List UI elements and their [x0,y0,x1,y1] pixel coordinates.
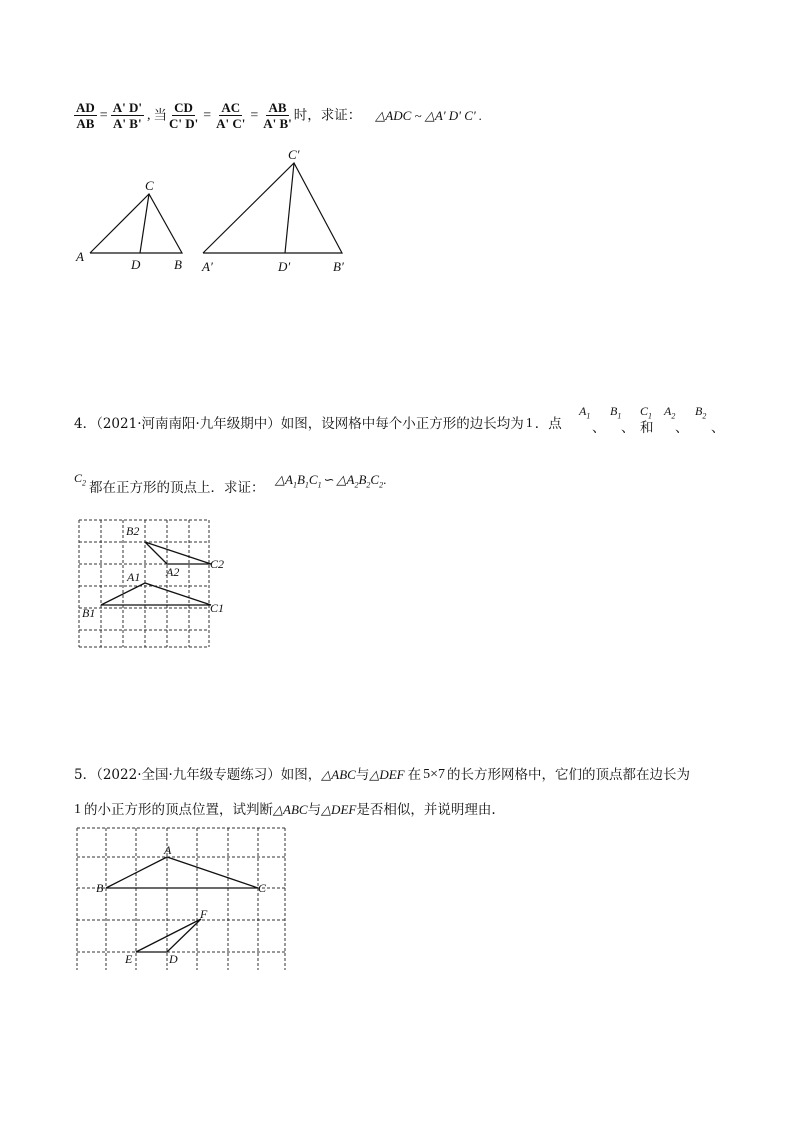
triangle-a1b1c1 [203,163,342,253]
label-b: B [174,257,182,272]
label-b1: B1 [82,606,96,620]
label-d: D [131,257,141,272]
label-b2: B2 [126,524,140,538]
pt-c1: $C_1$ [640,404,653,421]
label-c-prime: C′ [288,147,300,162]
label-b-prime: B′ [333,259,344,274]
q4-proof-statement: $\triangle A_1B_1C_1$ ∽ $\triangle A_2B_2C_2$. [275,472,387,490]
triangle-abc-grid [106,857,258,888]
label-b-q5: B [96,881,104,895]
dashed-grid [77,828,285,970]
pt-a1: $A_1$ [579,404,591,421]
frac-ac-a1c1: $\frac{AC}{A' C'}$ [216,100,246,131]
q5-line2: 1 的小正方形的顶点位置，试判断△ABC与△DEF是否相似，并说明理由. [74,802,496,818]
frac-a1d1-a1b1: $\frac{A' D'}{A' B'}$ [112,100,142,131]
label-f-q5: F [200,907,208,921]
triangle-def-grid [136,919,201,952]
label-c-q5: C [258,881,267,895]
q4-points-list: $A_1$ 、 $B_1$ 、 $C_1$ 和 $A_2$ 、 $B_2$ 、 [579,404,725,436]
pt-a2: $A_2$ [664,404,676,421]
q5-line1: 5．（2022·全国·九年级专题练习）如图，△ABC与△DEF 在 5×7 的长方形网格中，它们的顶点都在边长为 [74,767,691,783]
pt-b2: $B_2$ [695,404,707,421]
label-c: C [145,178,154,193]
frac-ad-ab: $\frac{AD}{AB}$ [76,100,95,131]
triangle-a2b2c2 [145,542,211,564]
q3-proof-statement: △ADC ~ △A' D' C' . [375,107,483,123]
label-a: A [76,249,84,264]
q3-condition-line: $\frac{AD}{AB}$ = $\frac{A' D'}{A' B'}$ , 当 $\frac{CD}{C' D'}$ = $\frac{AC}{A' C'}$ = $\frac{AB}{A' B'}$ 时，求证： △ADC ~ △A' D' C' . [76,100,483,131]
label-a1: A1 [127,570,141,584]
q4-line1: 4．（2021·河南南阳·九年级期中）如图，设网格中每个小正方形的边长均为 1 ．点 [74,416,562,432]
grid-figure-q4 [72,515,242,655]
segment-c1d1 [285,163,294,253]
similar-triangles-figure [70,140,370,280]
frac-cd-c1d1: $\frac{CD}{C' D'}$ [168,100,199,131]
label-a-q5: A [164,843,172,857]
q4-line2: $C_2$ 都在正方形的顶点上．求证： $\triangle A_1B_1C_1$ ∽ $\triangle A_2B_2C_2$. [74,474,434,498]
label-e-q5: E [125,952,133,966]
label-d-q5: D [169,952,178,966]
label-c2: C2 [210,557,225,571]
segment-cd [140,194,149,253]
frac-ab-a1b1: $\frac{AB}{A' B'}$ [263,100,292,131]
pt-b1: $B_1$ [610,404,622,421]
label-c1: C1 [210,601,225,615]
pt-c2: $C_2$ [74,471,87,488]
label-a-prime: A′ [202,259,213,274]
triangle-abc [90,194,182,253]
grid-figure-q5 [72,825,292,975]
label-d-prime: D′ [278,259,291,274]
label-a2: A2 [166,565,180,579]
